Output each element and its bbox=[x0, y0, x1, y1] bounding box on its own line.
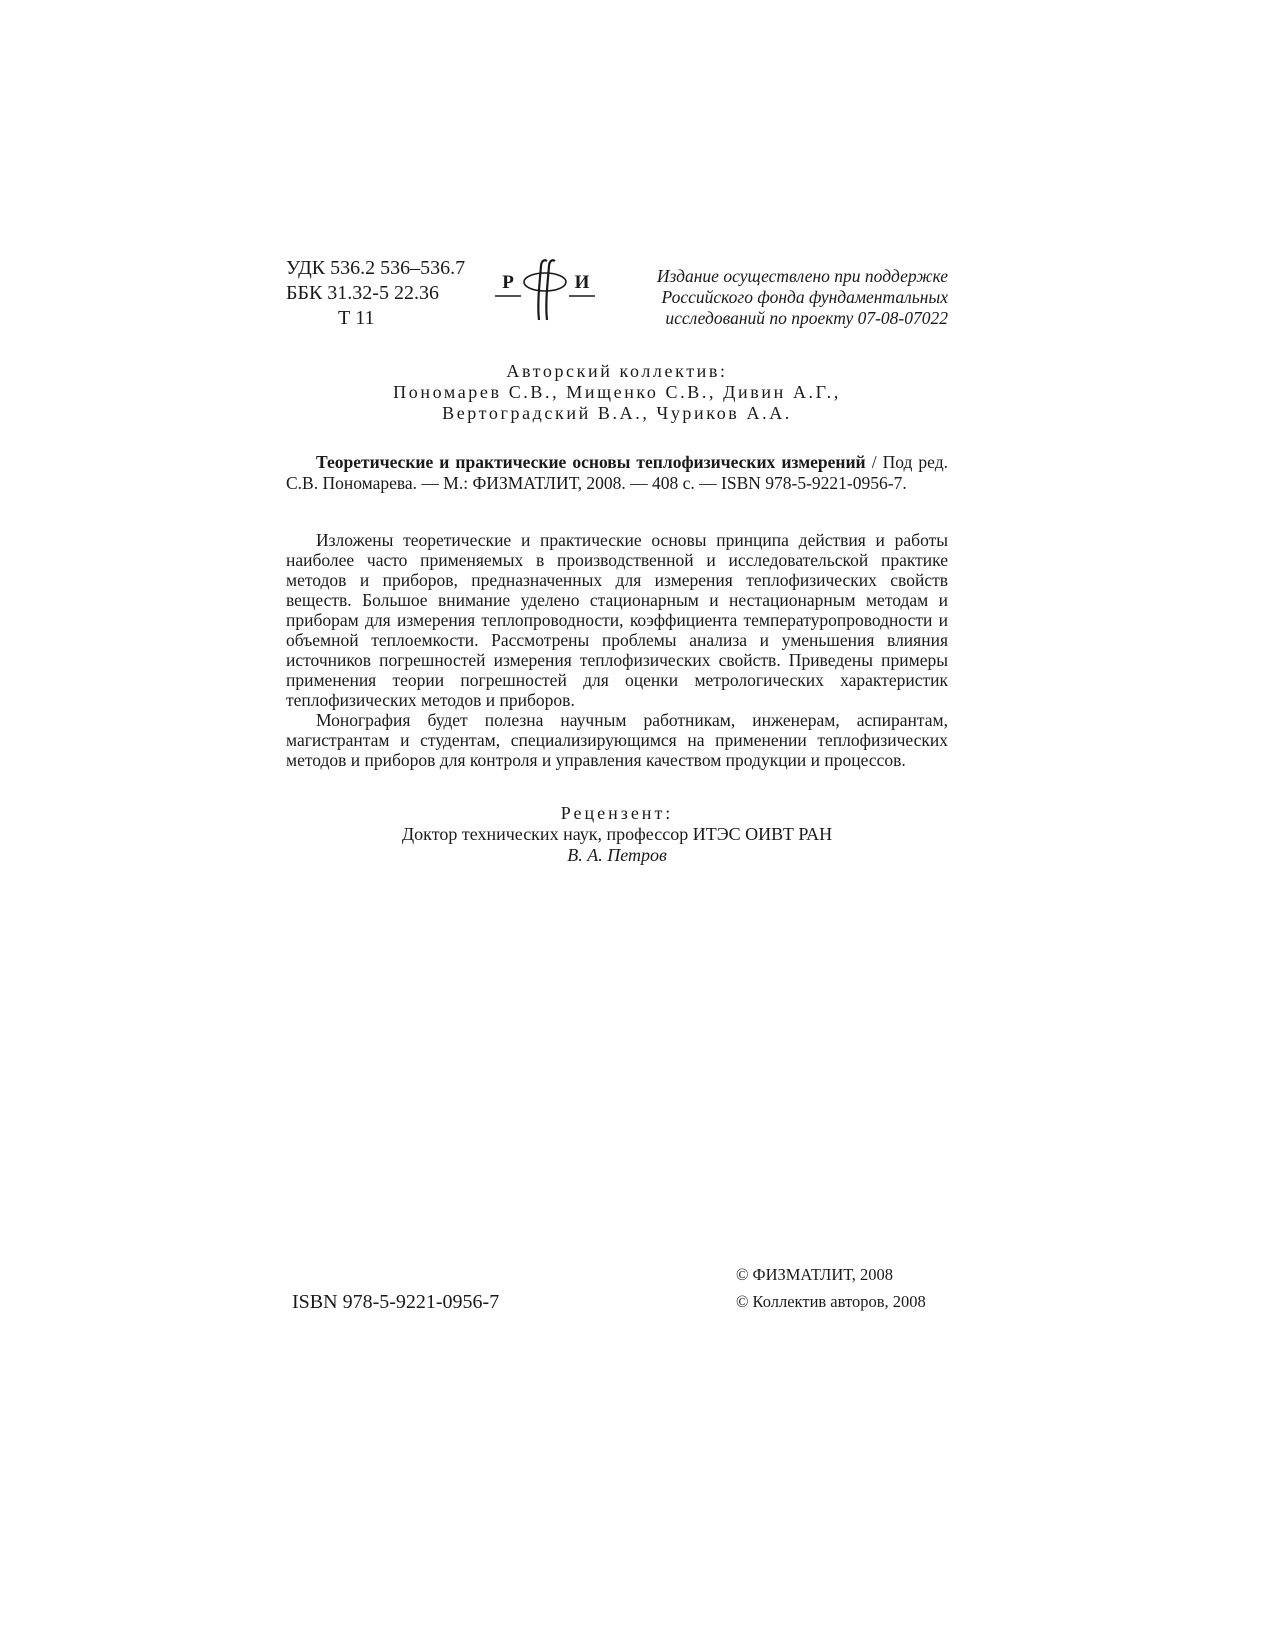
copyright-symbol: © bbox=[736, 1265, 749, 1284]
classification-codes bbox=[286, 256, 465, 331]
support-line: исследований по проекту 07-08-07022 bbox=[665, 308, 948, 328]
abstract bbox=[286, 530, 948, 770]
svg-text:И: И bbox=[574, 272, 590, 293]
authors-block bbox=[286, 361, 948, 424]
copyright-line bbox=[736, 1288, 926, 1315]
rffi-logo bbox=[493, 258, 597, 322]
reviewer-name: В. А. Петров bbox=[567, 845, 667, 865]
copyright-authors: Коллектив авторов, 2008 bbox=[752, 1292, 926, 1311]
bibliographic-record bbox=[286, 452, 948, 494]
svg-text:Р: Р bbox=[502, 272, 514, 293]
authors-line: Пономарев С.В., Мищенко С.В., Дивин А.Г., bbox=[393, 382, 841, 402]
publication-support-note bbox=[612, 266, 948, 329]
book-title: Теоретические и практические основы теплофизических измерений bbox=[316, 452, 866, 472]
copyright-publisher: ФИЗМАТЛИТ, 2008 bbox=[752, 1265, 893, 1284]
author-sign-code: Т 11 bbox=[338, 307, 375, 329]
support-line: Издание осуществлено при поддержке bbox=[656, 266, 948, 286]
authors-line: Вертоградский В.А., Чуриков А.А. bbox=[442, 403, 792, 423]
copyright-block bbox=[736, 1261, 926, 1315]
support-line: Российского фонда фундаментальных bbox=[661, 287, 948, 307]
authors-label: Авторский коллектив: bbox=[506, 361, 728, 381]
copyright-symbol: © bbox=[736, 1292, 749, 1311]
abstract-paragraph: Изложены теоретические и практические основы принципа действия и работы наиболее часто применяемых в производственной и исследовательской практике методов и приборов, предназначенных для измерения теплофизических свойств веществ. Большое внимание уделено стационарным и нестационарным методам и приборам для измерения теплопроводности, коэффициента температуропроводности и объемной теплоемкости. Рассмотрены проблемы анализа и уменьшения влияния источников погрешностей измерения теплофизических свойств. Приведены примеры применения теории погрешностей для оценки метрологических характеристик теплофизических методов и приборов. bbox=[286, 530, 948, 710]
bibliographic-details: / Под ред. С.В. Пономарева. — М.: ФИЗМАТЛИТ, 2008. — 408 с. — ISBN 978-5-9221-0956-7. bbox=[286, 452, 948, 493]
reviewer-block bbox=[286, 803, 948, 866]
bbk-code: ББК 31.32-5 22.36 bbox=[286, 282, 439, 304]
isbn: ISBN 978-5-9221-0956-7 bbox=[292, 1291, 500, 1313]
udk-code: УДК 536.2 536–536.7 bbox=[286, 257, 466, 279]
reviewer-label: Рецензент: bbox=[560, 803, 674, 823]
copyright-line bbox=[736, 1261, 926, 1288]
reviewer-title: Доктор технических наук, профессор ИТЭС ОИВТ РАН bbox=[401, 824, 833, 844]
abstract-paragraph: Монография будет полезна научным работникам, инженерам, аспирантам, магистрантам и студентам, специализирующимся на применении теплофизических методов и приборов для контроля и управления качеством продукции и процессов. bbox=[286, 710, 948, 770]
